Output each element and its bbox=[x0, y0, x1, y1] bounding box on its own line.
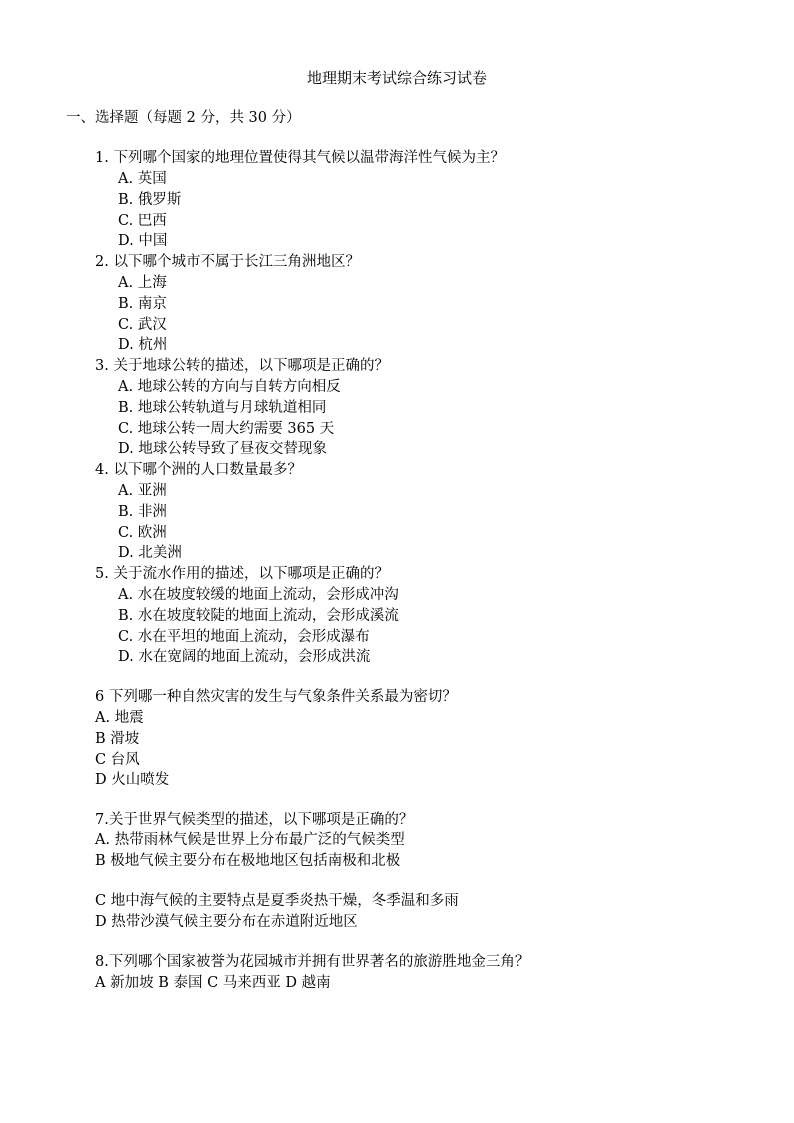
question-6: 6 下列哪一种自然灾害的发生与气象条件关系最为密切？ bbox=[95, 689, 457, 705]
q3-option-c: C. 地球公转一周大约需要 365 天 bbox=[118, 421, 335, 437]
q7-option-c: C 地中海气候的主要特点是夏季炎热干燥，冬季温和多雨 bbox=[95, 893, 459, 909]
q2-option-a: A. 上海 bbox=[118, 275, 167, 291]
question-3: 3. 关于地球公转的描述，以下哪项是正确的？ bbox=[95, 358, 389, 374]
q1-option-c: C. 巴西 bbox=[118, 213, 167, 229]
q8-options: A 新加坡 B 泰国 C 马来西亚 D 越南 bbox=[95, 975, 331, 991]
q7-option-a: A. 热带雨林气候是世界上分布最广泛的气候类型 bbox=[95, 832, 405, 848]
question-2: 2. 以下哪个城市不属于长江三角洲地区？ bbox=[95, 254, 360, 270]
q1-option-b: B. 俄罗斯 bbox=[118, 192, 182, 208]
q7-option-d: D 热带沙漠气候主要分布在赤道附近地区 bbox=[95, 914, 358, 930]
q5-option-a: A. 水在坡度较缓的地面上流动，会形成冲沟 bbox=[118, 587, 399, 603]
q6-option-b: B 滑坡 bbox=[95, 731, 140, 747]
q1-option-a: A. 英国 bbox=[118, 171, 167, 187]
q2-option-c: C. 武汉 bbox=[118, 317, 167, 333]
question-5: 5. 关于流水作用的描述，以下哪项是正确的？ bbox=[95, 566, 389, 582]
q7-option-b: B 极地气候主要分布在极地地区包括南极和北极 bbox=[95, 853, 401, 869]
q1-option-d: D. 中国 bbox=[118, 233, 168, 249]
section-heading: 一、选择题（每题 2 分，共 30 分） bbox=[66, 110, 301, 126]
page-title: 地理期末考试综合练习试卷 bbox=[306, 69, 487, 87]
q3-option-d: D. 地球公转导致了昼夜交替现象 bbox=[118, 441, 327, 457]
question-7: 7.关于世界气候类型的描述，以下哪项是正确的？ bbox=[95, 812, 414, 828]
question-8: 8.下列哪个国家被誉为花园城市并拥有世界著名的旅游胜地金三角？ bbox=[95, 954, 530, 970]
q6-option-c: C 台风 bbox=[95, 752, 140, 768]
question-4: 4. 以下哪个洲的人口数量最多？ bbox=[95, 462, 302, 478]
q2-option-d: D. 杭州 bbox=[118, 337, 168, 353]
q4-option-b: B. 非洲 bbox=[118, 504, 167, 520]
q2-option-b: B. 南京 bbox=[118, 296, 167, 312]
q3-option-a: A. 地球公转的方向与自转方向相反 bbox=[118, 379, 341, 395]
q6-option-d: D 火山喷发 bbox=[95, 772, 170, 788]
q6-option-a: A. 地震 bbox=[95, 710, 144, 726]
q5-option-c: C. 水在平坦的地面上流动，会形成瀑布 bbox=[118, 629, 370, 645]
q4-option-d: D. 北美洲 bbox=[118, 545, 182, 561]
question-1: 1. 下列哪个国家的地理位置使得其气候以温带海洋性气候为主？ bbox=[95, 150, 505, 166]
q4-option-a: A. 亚洲 bbox=[118, 483, 167, 499]
q4-option-c: C. 欧洲 bbox=[118, 525, 167, 541]
q3-option-b: B. 地球公转轨道与月球轨道相同 bbox=[118, 400, 327, 416]
q5-option-b: B. 水在坡度较陡的地面上流动，会形成溪流 bbox=[118, 608, 399, 624]
q5-option-d: D. 水在宽阔的地面上流动，会形成洪流 bbox=[118, 649, 371, 665]
